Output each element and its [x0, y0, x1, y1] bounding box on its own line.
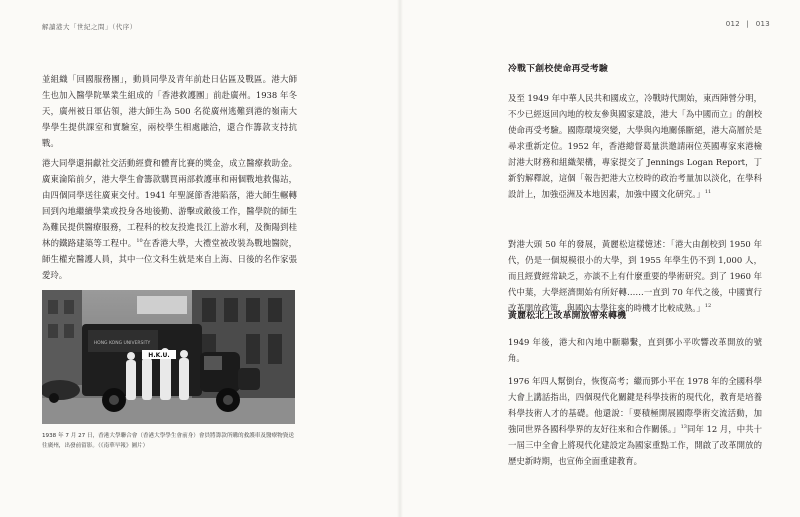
footnote-ref-11: 11 — [704, 189, 712, 196]
historical-photo — [42, 290, 295, 424]
right-paragraph-3: 1949 年後，港大和內地中斷聯繫，直到鄧小平吹響改革開放的號角。 — [508, 337, 762, 363]
page-numbers — [726, 20, 770, 28]
page-number-right: 013 — [755, 20, 770, 28]
banner-text: H.K.U. — [148, 352, 170, 359]
footnote-ref-12: 12 — [704, 303, 712, 310]
left-paragraph-1: 並組織「回國服務團」，動員同學及青年前赴日佔區及戰區。港大師生也加入醫學院畢業生組成的「香港救護團」前赴廣州。1938 年冬天，廣州被日軍佔領，港大師生為 500 名從廣州逃難到港的嶺南大學學生提供課室和實驗室，兩校學生相處融洽，還合作籌款支持抗戰。 — [42, 74, 297, 148]
right-paragraph-2: 對港大頭 50 年的發展，黃麗松這樣憶述：「港大由創校到 1950 年代，仍是一個規模很小的大學，到 1955 年學生仍不到 1,000 人，而且經費經常缺乏，亦談不上有什麼重要的學術研究。到了 1960 年代中葉，大學經濟開始有所好轉……一直到 70 年代之後，中國實行改革開放政策，與國內大學往來的時機才比較成熟。」$^{12}$ — [508, 239, 762, 313]
truck-text: HONG KONG UNIVERSITY — [93, 341, 151, 346]
photo-illustration — [42, 290, 295, 424]
footnote-ref-10: 10 — [136, 238, 143, 245]
section-heading-2: 黃麗松北上改革開放帶來轉機 — [508, 311, 627, 321]
book-gutter — [397, 0, 403, 517]
running-head: 解讀港大「世紀之問」（代序） — [42, 23, 137, 31]
footnote-ref-13: 13 — [680, 424, 687, 431]
right-paragraph-4: 1976 年四人幫倒台，恢復高考；繼而鄧小平在 1978 年的全國科學大會上講話指出，四個現代化關鍵是科學技術的現代化，教育是培養科學技術人才的基礎。他還說：「要積極開展國際學術交流活動，加強同世界各國科學界的友好往來和合作關係。」$^{13}$同年 12 月，中共十一屆三中全會上將現代化建設定為國家重點工作，開啟了改革開放的歷史新時期，也宣佈全面重建教育。 — [508, 376, 762, 466]
right-paragraph-1: 及至 1949 年中華人民共和國成立，冷戰時代開始，東西陣營分明，不少已經返回內地的校友參與國家建設，港大「為中國而立」的創校使命再受考驗。國際環境突變，大學與內地關係斷絕，港大高層於是尋求重新定位。1952 年，香港總督葛量洪邀請兩位英國專家來港檢討港大財務和組織架構，專家提交了 Jennings Logan Report，丁新豹解釋說，這個「報告把港大立校時的政治考量加以淡化，在學科設計上，加強亞洲及本地因素，加強中國文化研究。」$^{11}$ — [508, 93, 762, 199]
page-number-separator: | — [746, 20, 750, 28]
page-number-left: 012 — [725, 20, 740, 28]
photo-caption: 1938 年 7 月 27 日，香港大學聯合會（香港大學學生會前身）會員將籌款所購的救護車及醫療物資送往廣州，出發前留影。（《南華早報》圖片） — [42, 433, 294, 449]
left-paragraph-2: 港大同學還捐獻社交活動經費和體育比賽的獎金，成立醫療救助金。廣東淪陷前夕，港大學生會籌款購買兩部救護車和兩個戰地救傷站，由四個同學送往廣東交付。1941 年聖誕節香港陷落，港大師生輾轉回到內地繼續學業或投身各地後勤、游擊或敵後工作，醫學院的師生為難民提供醫療服務，工程科的校友投進長江上游水利，及衡陽到桂林的鐵路建築等工程中。$^{10}$在香港大學，大禮堂被改裝為戰地醫院，師生權充醫護人員，其中一位文科生就是來自上海、日後的名作家張愛玲。 — [42, 158, 298, 280]
section-heading-1: 冷戰下創校使命再受考驗 — [508, 64, 609, 74]
